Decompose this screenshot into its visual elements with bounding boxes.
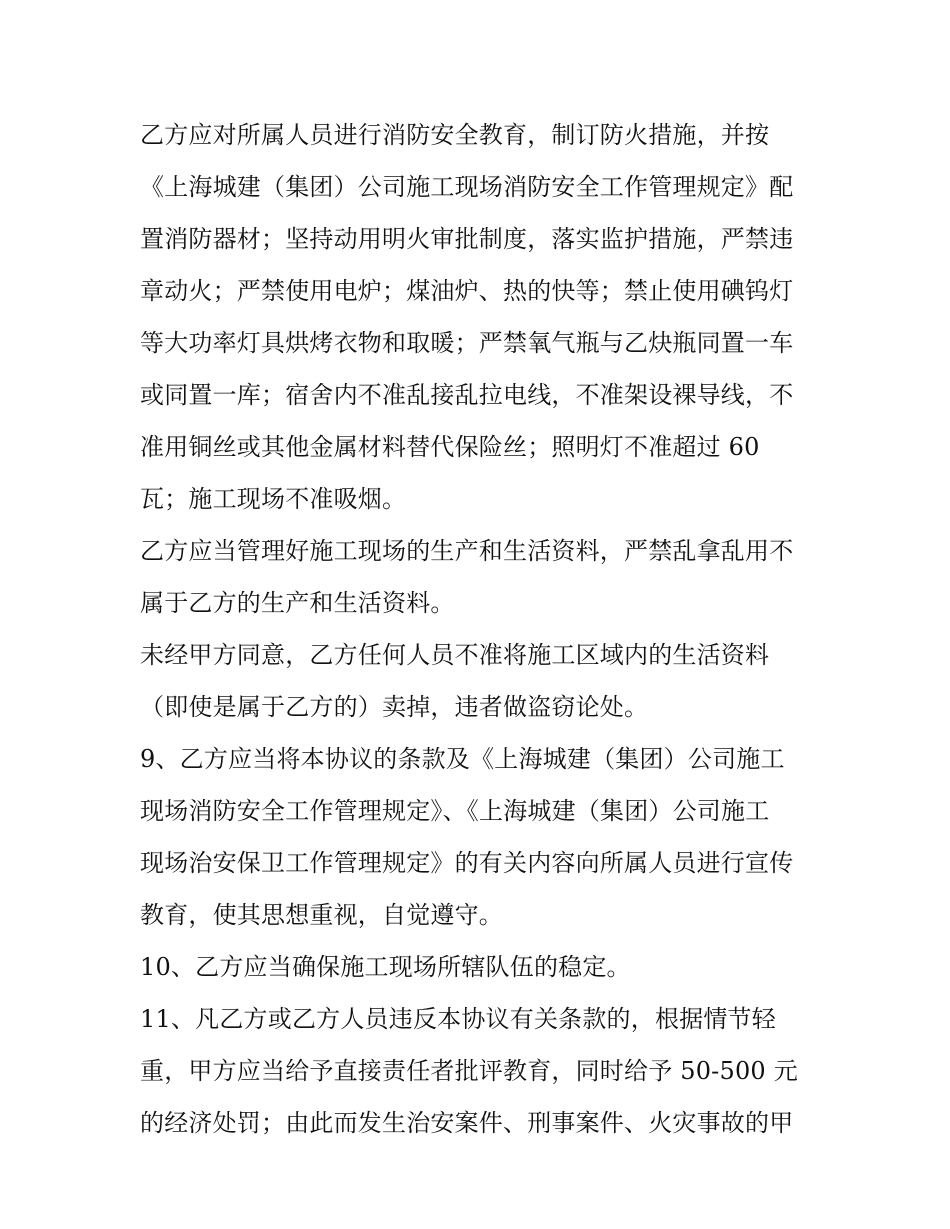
text-line: 置消防器材；坚持动用明火审批制度，落实监护措施，严禁违	[140, 225, 794, 253]
text-line: （即使是属于乙方的）卖掉，违者做盗窃论处。	[140, 693, 649, 721]
text-line: 教育，使其思想重视，自觉遵守。	[140, 901, 503, 929]
text-line: 等大功率灯具烘烤衣物和取暖；严禁氧气瓶与乙炔瓶同置一车	[140, 329, 794, 357]
text-line: 9、乙方应当将本协议的条款及《上海城建（集团）公司施工	[140, 745, 785, 773]
text-line: 乙方应对所属人员进行消防安全教育，制订防火措施，并按	[140, 121, 770, 149]
document-body-text	[140, 109, 820, 1149]
text-line: 属于乙方的生产和生活资料。	[140, 589, 455, 617]
text-line: 11、凡乙方或乙方人员违反本协议有关条款的，根据情节轻	[140, 1005, 776, 1033]
text-line: 现场治安保卫工作管理规定》的有关内容向所属人员进行宣传	[140, 849, 794, 877]
text-line: 准用铜丝或其他金属材料替代保险丝；照明灯不准超过 60	[140, 433, 760, 461]
text-line: 未经甲方同意，乙方任何人员不准将施工区域内的生活资料	[140, 641, 770, 669]
text-line: 乙方应当管理好施工现场的生产和生活资料，严禁乱拿乱用不	[140, 537, 794, 565]
text-line: 现场消防安全工作管理规定》、《上海城建（集团）公司施工	[140, 797, 770, 825]
text-line: 章动火；严禁使用电炉；煤油炉、热的快等；禁止使用碘钨灯	[140, 277, 794, 305]
text-line: 10、乙方应当确保施工现场所辖队伍的稳定。	[140, 953, 631, 981]
text-line: 瓦；施工现场不准吸烟。	[140, 485, 407, 513]
text-line: 或同置一库；宿舍内不准乱接乱拉电线，不准架设裸导线，不	[140, 381, 794, 409]
text-line: 重，甲方应当给予直接责任者批评教育，同时给予 50-500 元	[140, 1057, 798, 1085]
text-line: 《上海城建（集团）公司施工现场消防安全工作管理规定》配	[140, 173, 794, 201]
text-line: 的经济处罚；由此而发生治安案件、刑事案件、火灾事故的甲	[140, 1109, 794, 1137]
